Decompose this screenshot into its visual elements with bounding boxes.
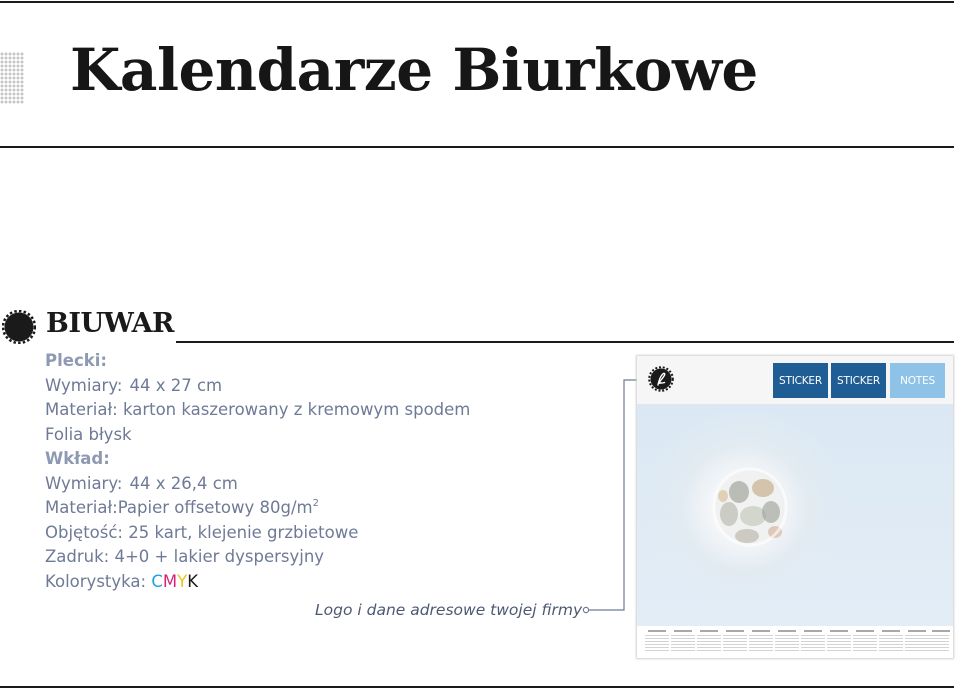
mockup-tab-sticker-2: STICKER bbox=[831, 363, 886, 398]
section-title: BIUWAR bbox=[46, 308, 174, 339]
calendar-month bbox=[879, 630, 903, 652]
top-rule bbox=[0, 1, 954, 3]
plecki-finish: Folia błysk bbox=[45, 424, 132, 444]
wklad-material-text: Materiał:Papier offsetowy 80g/m bbox=[45, 498, 313, 517]
calendar-month bbox=[853, 630, 877, 652]
section-badge-icon bbox=[2, 310, 36, 344]
wklad-dimensions-value: 44 x 26,4 cm bbox=[129, 473, 238, 493]
page-title: Kalendarze Biurkowe bbox=[70, 36, 758, 104]
cmyk-m: M bbox=[162, 571, 178, 591]
plecki-heading: Plecki: bbox=[45, 351, 107, 370]
section-rule bbox=[176, 341, 954, 343]
plecki-material: Materiał: karton kaszerowany z kremowym spodem bbox=[45, 400, 471, 419]
plecki-dimensions bbox=[45, 374, 470, 399]
cmyk-k: K bbox=[187, 571, 199, 591]
cmyk-c: C bbox=[151, 571, 163, 591]
calendar-month bbox=[697, 630, 721, 652]
calendar-month bbox=[645, 630, 669, 652]
wklad-dimensions-label: Wymiary: bbox=[45, 473, 123, 493]
mockup-tab-notes: NOTES bbox=[890, 363, 945, 398]
dot-pattern bbox=[0, 52, 24, 104]
cmyk-y: Y bbox=[177, 571, 188, 591]
wklad-print: Zadruk: 4+0 + lakier dyspersyjny bbox=[45, 547, 325, 566]
wklad-material bbox=[45, 496, 470, 521]
calendar-month bbox=[671, 630, 695, 652]
wklad-dimensions bbox=[45, 472, 470, 497]
title-rule bbox=[0, 146, 954, 148]
wklad-volume: Objętość: 25 kart, klejenie grzbietowe bbox=[45, 522, 359, 542]
mockup-calendar-strip bbox=[637, 626, 953, 658]
plecki-dimensions-label: Wymiary: bbox=[45, 375, 123, 395]
globe-illustration bbox=[709, 464, 791, 550]
logo-callout: Logo i dane adresowe twojej firmy bbox=[315, 601, 583, 619]
desk-pad-mockup bbox=[637, 356, 953, 658]
spec-list bbox=[45, 349, 470, 594]
calendar-month bbox=[905, 630, 929, 652]
wklad-heading: Wkład: bbox=[45, 449, 110, 468]
bottom-rule bbox=[0, 686, 954, 688]
mockup-artwork bbox=[637, 404, 953, 626]
calendar-month bbox=[801, 630, 825, 652]
wklad-colour bbox=[45, 570, 470, 595]
wklad-colour-label: Kolorystyka: bbox=[45, 571, 147, 591]
wklad-material-superscript: 2 bbox=[312, 498, 320, 509]
logo-icon bbox=[648, 366, 674, 392]
mockup-tab-sticker-1: STICKER bbox=[773, 363, 828, 398]
calendar-month bbox=[749, 630, 773, 652]
calendar-month bbox=[723, 630, 747, 652]
plecki-dimensions-value: 44 x 27 cm bbox=[129, 375, 223, 395]
calendar-month bbox=[929, 630, 949, 652]
calendar-month bbox=[775, 630, 799, 652]
calendar-month bbox=[827, 630, 851, 652]
